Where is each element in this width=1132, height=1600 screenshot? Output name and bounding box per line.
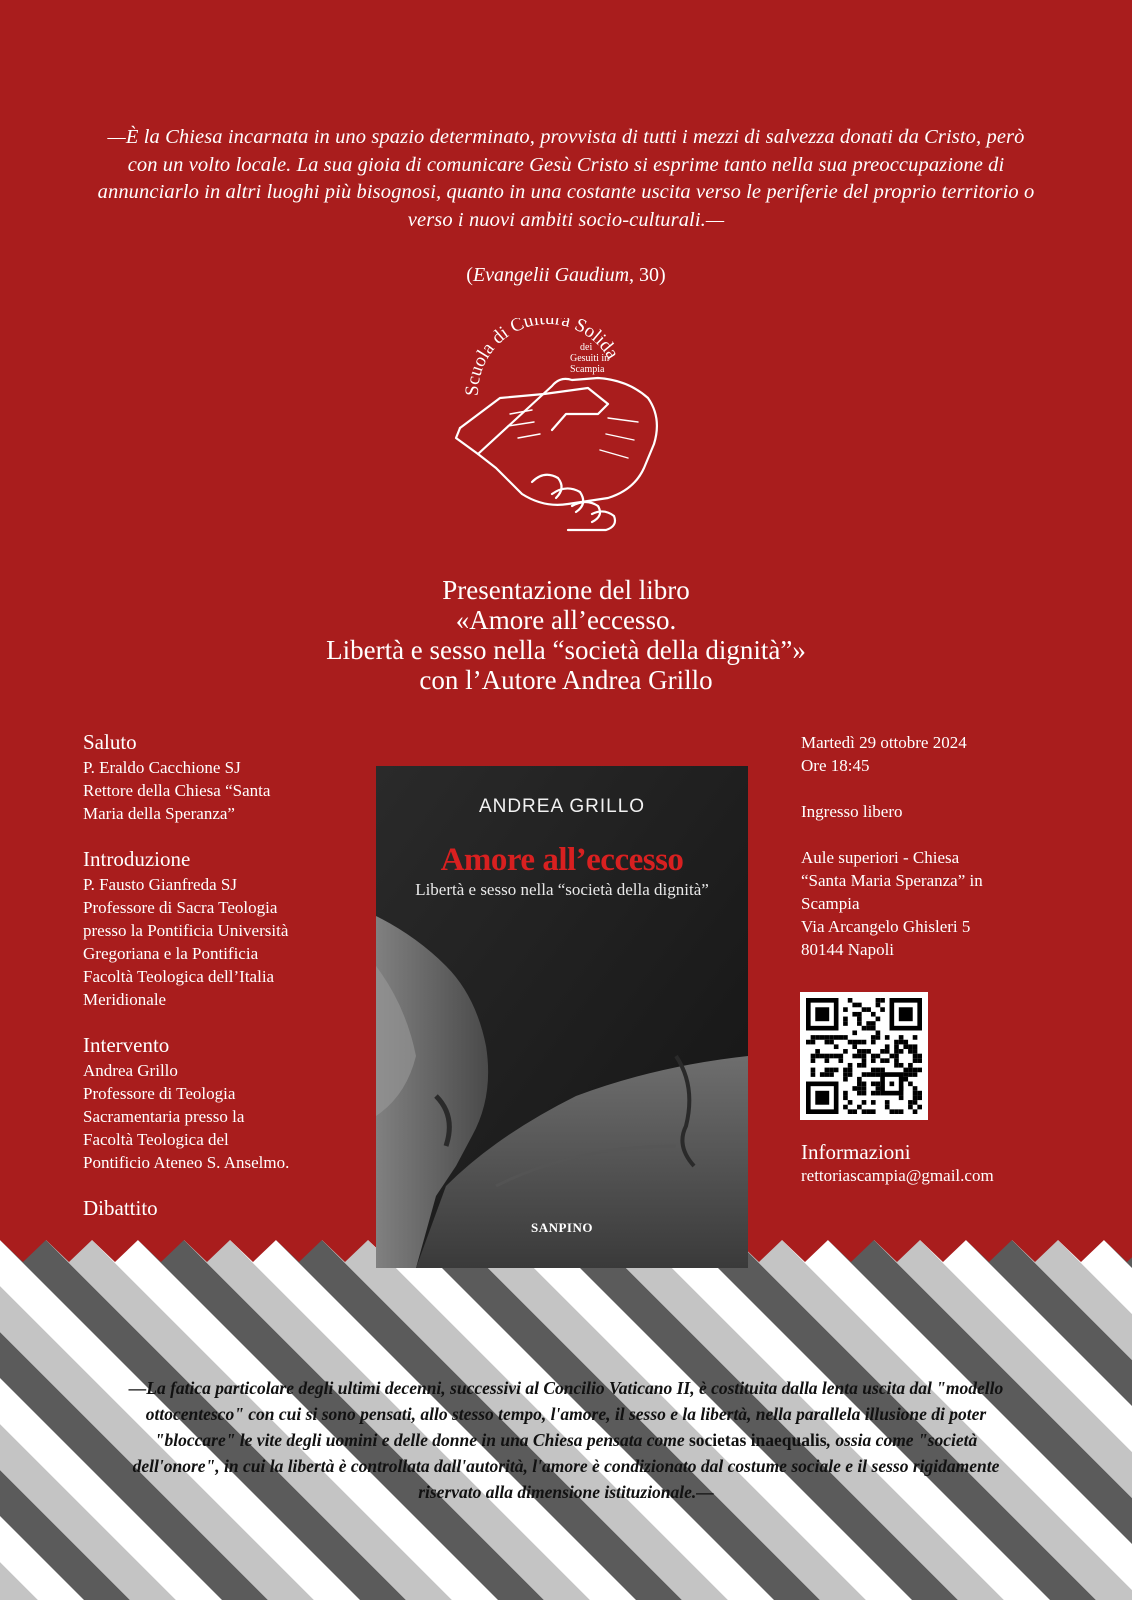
section-line: Professore di Sacra Teologia bbox=[83, 898, 278, 917]
section-line: Gregoriana e la Pontificia bbox=[83, 944, 259, 963]
event-details bbox=[801, 731, 1091, 984]
title-line: con l’Autore Andrea Grillo bbox=[419, 665, 713, 695]
event-title bbox=[120, 575, 1012, 695]
info-heading: Informazioni bbox=[801, 1140, 911, 1164]
svg-text:dei: dei bbox=[580, 342, 593, 353]
school-logo bbox=[448, 318, 684, 546]
svg-text:Scuola di Cultura Solidale: Scuola di Cultura Solida bbox=[461, 318, 623, 397]
program-section-intervento bbox=[83, 1033, 373, 1174]
program-section-dibattito bbox=[83, 1196, 373, 1221]
bottom-quote: —La fatica particolare degli ultimi decenni, successivi al Concilio Vaticano II, è costituita dalla lenta uscita dal "modello ottocentesco" con cui si sono pensati, allo stesso tempo, l'amore, il sesso e la libertà, nella parallela illusione di poter "bloccare" le vite degli uomini e delle donne in una Chiesa pensata come societas inaequalis, ossia come "società dell'onore", in cui la libertà è controllata dall'autorità, l'amore è condizionato dal costume sociale e il sesso rigidamente riservato alla dimensione istituzionale.— bbox=[128, 1378, 1004, 1502]
section-heading: Introduzione bbox=[83, 847, 191, 871]
section-line: Facoltà Teologica dell’Italia bbox=[83, 967, 275, 986]
section-line: Professore di Teologia bbox=[83, 1084, 236, 1103]
section-heading: Dibattito bbox=[83, 1196, 158, 1220]
event-location: Aule superiori - Chiesa “Santa Maria Speranza” in Scampia Via Arcangelo Ghisleri 5 80144 Napoli bbox=[801, 848, 983, 959]
section-heading: Intervento bbox=[83, 1033, 170, 1057]
section-line: Pontificio Ateneo S. Anselmo. bbox=[83, 1153, 290, 1172]
event-time: Ore 18:45 bbox=[801, 756, 870, 775]
section-line: P. Eraldo Cacchione SJ bbox=[83, 758, 241, 777]
entry-note: Ingresso libero bbox=[801, 802, 903, 821]
qr-code[interactable] bbox=[800, 992, 928, 1120]
title-line: Libertà e sesso nella “società della dignità”» bbox=[326, 635, 806, 665]
book-title: Amore all’eccesso bbox=[440, 842, 684, 878]
contact-email[interactable]: rettoriascampia@gmail.com bbox=[801, 1166, 994, 1185]
book-author: ANDREA GRILLO bbox=[478, 796, 646, 817]
section-line: presso la Pontificia Università bbox=[83, 921, 289, 940]
section-line: Andrea Grillo bbox=[83, 1061, 178, 1080]
event-date: Martedì 29 ottobre 2024 bbox=[801, 733, 967, 752]
title-line: «Amore all’eccesso. bbox=[455, 605, 677, 635]
publisher-logo: SANPINO bbox=[530, 1220, 593, 1235]
section-line: Rettore della Chiesa “Santa bbox=[83, 781, 271, 800]
program-section-introduzione bbox=[83, 847, 373, 1011]
date-time bbox=[801, 731, 1091, 777]
citation: (Evangelii Gaudium, 30) bbox=[466, 264, 666, 286]
book-subtitle: Libertà e sesso nella “società della dignità” bbox=[415, 880, 709, 899]
section-line: Sacramentaria presso la bbox=[83, 1107, 245, 1126]
section-line: Facoltà Teologica del bbox=[83, 1130, 229, 1149]
section-line: P. Fausto Gianfreda SJ bbox=[83, 875, 237, 894]
title-line: Presentazione del libro bbox=[442, 575, 690, 605]
section-line: Maria della Speranza” bbox=[83, 804, 235, 823]
section-heading: Saluto bbox=[83, 730, 137, 754]
program-list bbox=[83, 730, 373, 1243]
svg-text:Gesuiti in: Gesuiti in bbox=[570, 353, 610, 364]
program-section-saluto bbox=[83, 730, 373, 825]
top-quote: —È la Chiesa incarnata in uno spazio determinato, provvista di tutti i mezzi di salvezza donati da Cristo, però con un volto locale. La sua gioia di comunicare Gesù Cristo si esprime tanto nella sua preoccupazione di annunciarlo in altri luoghi più bisognosi, quanto in una costante uscita verso le periferie del proprio territorio o verso i nuovi ambiti socio-culturali.— bbox=[97, 126, 1035, 231]
section-line: Meridionale bbox=[83, 990, 167, 1009]
handshake-icon bbox=[456, 378, 657, 530]
book-cover bbox=[376, 766, 748, 1268]
svg-text:Scampia: Scampia bbox=[570, 364, 605, 375]
